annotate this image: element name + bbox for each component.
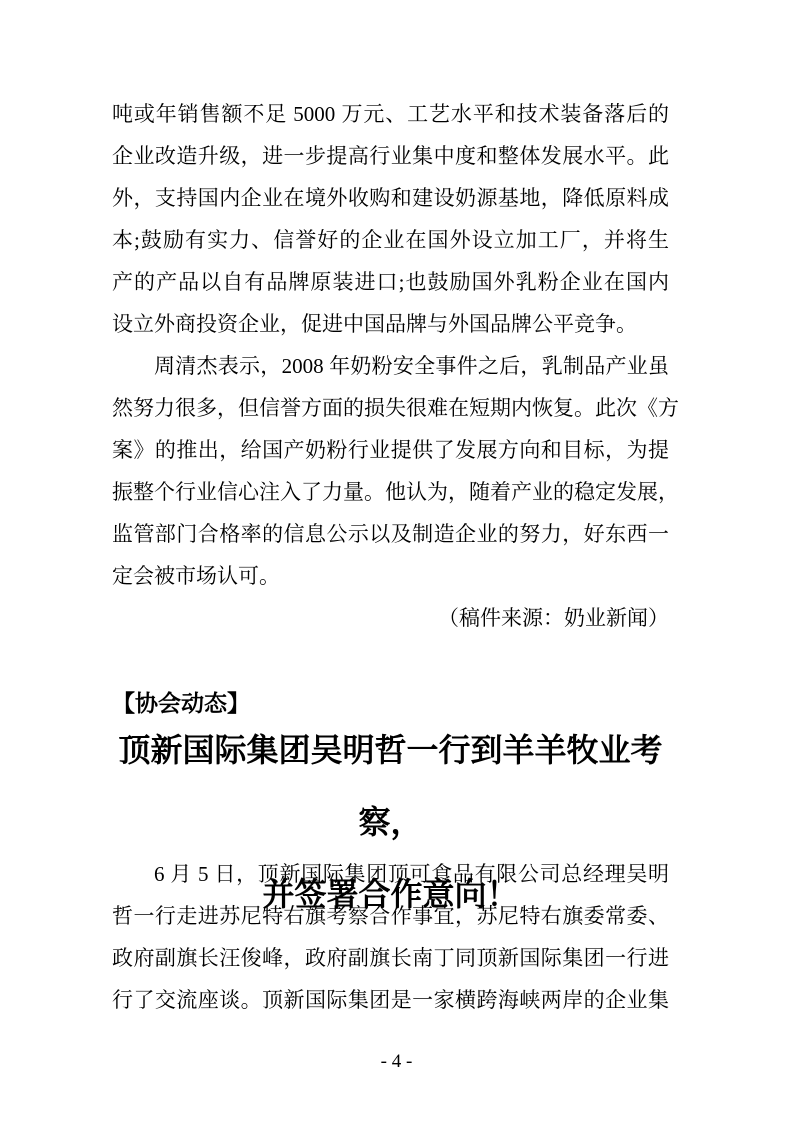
- headline-line-1: 顶新国际集团吴明哲一行到羊羊牧业考察，: [118, 732, 663, 840]
- body-line: 吨或年销售额不足 5000 万元、工艺水平和技术装备落后的: [112, 102, 669, 126]
- body-line: 外，支持国内企业在境外收购和建设奶源基地，降低原料成: [112, 186, 669, 210]
- page-number: - 4 -: [380, 1051, 413, 1072]
- body-line: 本;鼓励有实力、信誉好的企业在国外设立加工厂，并将生: [112, 228, 669, 252]
- body-line: 定会被市场认可。: [112, 564, 280, 588]
- article-body: [112, 93, 679, 639]
- paragraph-visit-report: [112, 853, 669, 1021]
- section-header-association-news: 【协会动态】: [112, 690, 250, 716]
- body-line: 设立外商投资企业，促进中国品牌与外国品牌公平竞争。: [112, 312, 637, 336]
- body-line: 案》的推出，给国产奶粉行业提供了发展方向和目标，为提: [112, 438, 669, 462]
- body-line: 政府副旗长汪俊峰，政府副旗长南丁同顶新国际集团一行进: [112, 946, 669, 970]
- body-line: 监管部门合格率的信息公示以及制造企业的努力，好东西一: [112, 522, 669, 546]
- body-line: 周清杰表示，2008 年奶粉安全事件之后，乳制品产业虽: [154, 354, 669, 378]
- body-line: 振整个行业信心注入了力量。他认为，随着产业的稳定发展，: [112, 480, 679, 504]
- body-line: 6 月 5 日，顶新国际集团顶可食品有限公司总经理吴明: [154, 862, 669, 886]
- body-line: 产的产品以自有品牌原装进口;也鼓励国外乳粉企业在国内: [112, 270, 669, 294]
- body-line: 企业改造升级，进一步提高行业集中度和整体发展水平。此: [112, 144, 669, 168]
- headline-line-2: 并签署合作意向！: [262, 876, 519, 912]
- body-line: 行了交流座谈。顶新国际集团是一家横跨海峡两岸的企业集: [112, 988, 669, 1012]
- body-line: 然努力很多，但信誉方面的损失很难在短期内恢复。此次《方: [112, 396, 679, 420]
- body-line: 哲一行走进苏尼特右旗考察合作事宜，苏尼特右旗委常委、: [112, 904, 669, 928]
- paragraph-zhou-qingjie: [112, 345, 679, 597]
- paragraph-continuation: [112, 93, 669, 345]
- article-source-attribution: （稿件来源：奶业新闻）: [438, 606, 669, 630]
